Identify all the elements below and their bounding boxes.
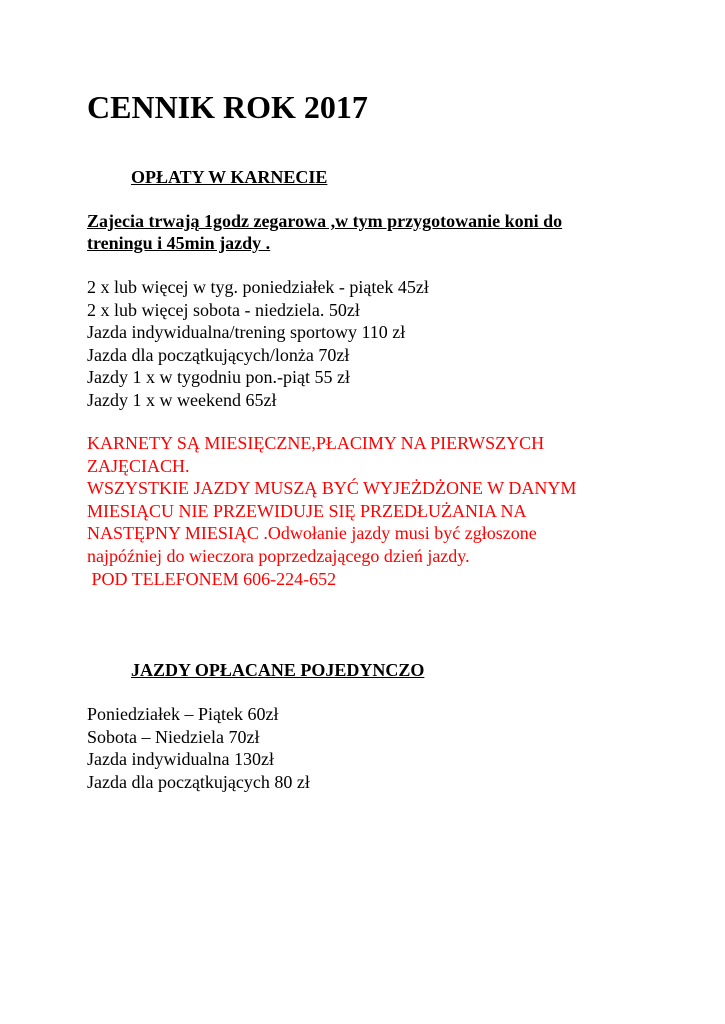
- note-line: Zajecia trwają 1godz zegarowa ,w tym przygotowanie koni do: [87, 211, 563, 231]
- warning-line: WSZYSTKIE JAZDY MUSZĄ BYĆ WYJEŻDŻONE W DANYM: [87, 478, 577, 499]
- warning-line: MIESIĄCU NIE PRZEWIDUJE SIĘ PRZEDŁUŻANIA NA: [87, 500, 527, 521]
- single-price-list: [87, 703, 310, 793]
- note-line: treningu i 45min jazdy .: [87, 233, 271, 253]
- warning-line: ZAJĘCIACH.: [87, 455, 190, 476]
- price-item: Jazdy 1 x w weekend 65zł: [87, 389, 277, 410]
- warning-line: NASTĘPNY MIESIĄC .Odwołanie jazdy musi być zgłoszone: [87, 523, 537, 544]
- price-item: 2 x lub więcej sobota - niedziela. 50zł: [87, 299, 360, 320]
- single-rides-heading: JAZDY OPŁACANE POJEDYNCZO: [131, 660, 425, 680]
- phone-line: POD TELEFONEM 606-224-652: [87, 568, 337, 589]
- karnet-heading: OPŁATY W KARNECIE: [131, 167, 328, 187]
- warning-line: najpóźniej do wieczora poprzedzającego dzień jazdy.: [87, 545, 470, 566]
- session-duration-note: [87, 210, 562, 254]
- price-item: Jazda dla początkujących 80 zł: [87, 771, 310, 792]
- page-title: CENNIK ROK 2017: [87, 89, 368, 125]
- price-item: 2 x lub więcej w tyg. poniedziałek - piątek 45zł: [87, 277, 429, 297]
- warning-notice: [87, 432, 576, 590]
- price-item: Sobota – Niedziela 70zł: [87, 726, 260, 747]
- price-item: Poniedziałek – Piątek 60zł: [87, 704, 279, 724]
- price-item: Jazda dla początkujących/lonża 70zł: [87, 344, 350, 365]
- price-item: Jazdy 1 x w tygodniu pon.-piąt 55 zł: [87, 367, 350, 388]
- warning-line: KARNETY SĄ MIESIĘCZNE,PŁACIMY NA PIERWSZYCH: [87, 433, 545, 453]
- price-item: Jazda indywidualna 130zł: [87, 749, 274, 770]
- price-item: Jazda indywidualna/trening sportowy 110 zł: [87, 322, 406, 343]
- karnet-price-list: [87, 276, 429, 412]
